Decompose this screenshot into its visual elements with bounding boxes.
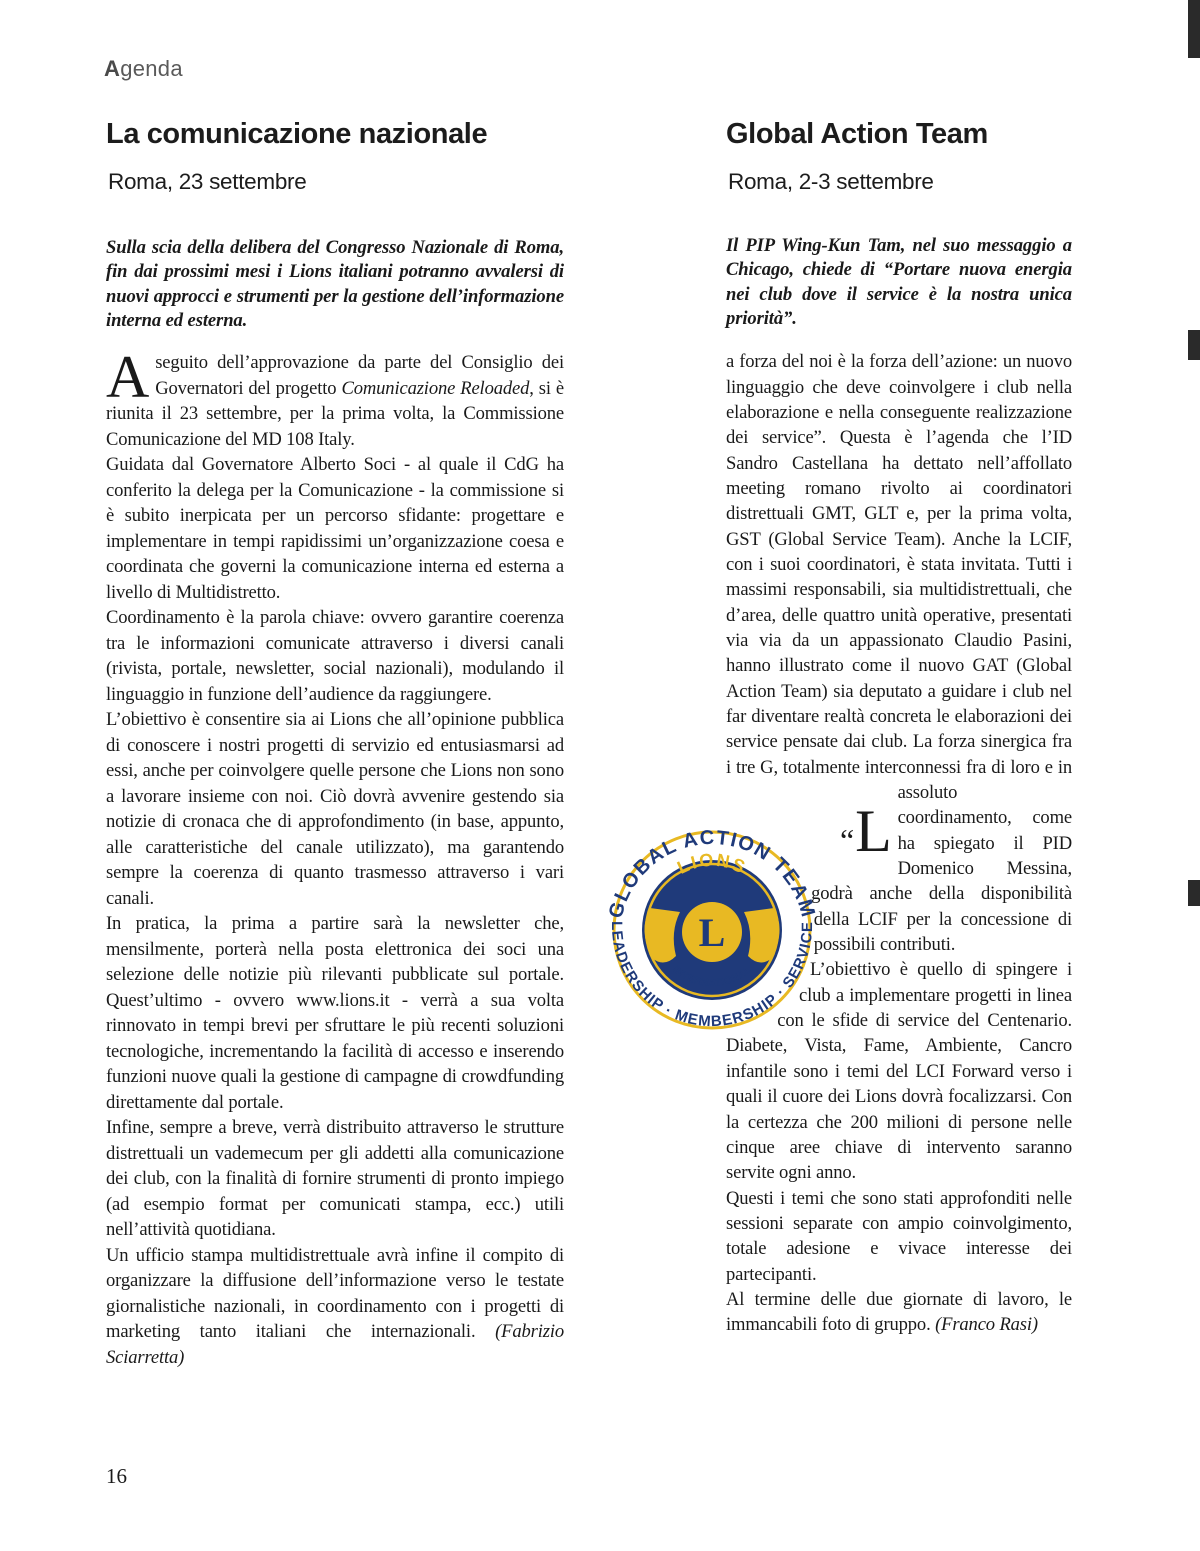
drop-cap: “L: [840, 798, 892, 864]
article-title: Global Action Team: [726, 118, 988, 150]
paragraph: Un ufficio stampa multidistrettuale avrà infine il compito di organizzare la diffusione dell’informazione verso le testate giornalistiche nazionali, in coordinamento con i progetti di marketing tanto italiani che internazionali. (Fabrizio Sciarretta): [106, 1244, 564, 1368]
paragraph: Guidata dal Governatore Alberto Soci - al quale il CdG ha conferito la delega per la Comunicazione - la commissione si è subito inerpicata per un percorso sfidante: progettare e implementare in tempi rapidissimi un’organizzazione coesa e coordinata che governi la comunicazione interna ed esterna a livello di Multidistretto.: [106, 454, 564, 603]
author-byline: (Franco Rasi): [935, 1314, 1038, 1336]
ring-text-top: GLOBAL ACTION TEAM: [604, 826, 820, 921]
paragraph: “L a forza del noi è la forza dell’azione: un nuovo linguaggio che deve coinvolgere i club nella elaborazione e nella conseguente realizzazione dei service”. Questa è l’agenda che l’ID Sandro Castellana ha dettato nell’affollato meeting romano rivolto ai coordinatori distrettuali GMT, GLT e, per la prima volta, GST (Global Service Team). Anche la LCIF, con i suoi coordinatori, è stata invitata. Tutti i massimi responsabili, sia multidistrettuali, che d’area, delle quattro unità operative, presentati via via da un appassionato Claudio Pasini, hanno illustrato come il nuovo GAT (Global Action Team) sia deputato a guidare i club nel far diventare realtà concreta le elaborazioni dei service pensate dai club. La forza sinergica fra i tre G, totalmente interconnessi fra di loro e in assoluto coordinamento, come ha spiegato il PID Domenico Messina, godrà anche della disponibilità della LCIF per la concessione di possibili contributi.: [726, 351, 1072, 956]
emblem-letter: L: [698, 910, 726, 955]
paragraph: Questi i temi che sono stati approfonditi nelle sessioni separate con ampio coinvolgimento, totale adesione e vivace interesse dei partecipanti.: [726, 1187, 1072, 1285]
lions-wordmark: LIONS: [674, 849, 750, 878]
article-lead: Il PIP Wing-Kun Tam, nel suo messaggio a Chicago, chiede di “Portare nuova energia nei club dove il service è la nostra unica priorità”.: [726, 235, 1072, 329]
author-byline: (Fabrizio Sciarretta): [106, 1321, 564, 1368]
page-edge-mark: [1188, 880, 1200, 906]
paragraph: In pratica, la prima a partire sarà la newsletter che, mensilmente, porterà nella posta elettronica dei soci una selezione delle notizie più rilevanti pubblicate sul portale. Quest’ultimo - ovvero www.lions.it - verrà a sua volta rinnovato in tempi brevi per sfruttare le più recenti soluzioni tecnologiche, incrementando la facilità di accesso e inserendo funzioni nuove quali la gestione di campagne di crowdfunding direttamente dal portale.: [106, 913, 564, 1113]
article-global-action-team: [726, 118, 1072, 1338]
page-edge-mark: [1188, 0, 1200, 58]
global-action-team-logo: [590, 808, 834, 1052]
paragraph: Infine, sempre a breve, verrà distribuito attraverso le strutture distrettuali un vademecum per gli addetti alla comunicazione dei club, con la finalità di fornire strumenti di pronto impiego (ad esempio format per comunicati stampa, ecc.) utili nell’attività quotidiana.: [106, 1117, 564, 1241]
international-wordmark: INTERNATIONAL: [670, 964, 754, 989]
article-title: La comunicazione nazionale: [106, 118, 488, 150]
paragraph: Al termine delle due giornate di lavoro, le immancabili foto di gruppo. (Franco Rasi): [726, 1288, 1072, 1336]
drop-cap: A: [106, 344, 150, 411]
article-lead: Sulla scia della delibera del Congresso Nazionale di Roma, fin dai prossimi mesi i Lions italiani potranno avvalersi di nuovi approcci e strumenti per la gestione dell’informazione interna ed esterna.: [106, 237, 564, 331]
paragraph: Aseguito dell’approvazione da parte del Consiglio dei Governatori del progetto Comunicazione Reloaded, si è riunita il 23 settembre, per la prima volta, la Commissione Comunicazione del MD 108 Italy.: [106, 344, 565, 450]
page-number: 16: [106, 1464, 127, 1488]
ring-text-bottom: LEADERSHIP · MEMBERSHIP · SERVICE: [607, 921, 817, 1031]
section-label: Agenda: [104, 56, 183, 81]
paragraph: L’obiettivo è quello di spingere i club a implementare progetti in linea con le sfide di service del Centenario. Diabete, Vista, Fame, Ambiente, Cancro infantile sono i temi del LCI Forward verso i quali il cuore dei Lions dovrà focalizzarsi. Con la certezza che 200 milioni di persone nelle cinque aree chiave di intervento saranno servite ogni anno.: [726, 959, 1072, 1184]
paragraph: L’obiettivo è consentire sia ai Lions che all’opinione pubblica di conoscere i nostri progetti di servizio ed entusiasmarsi ad essi, anche per coinvolgere quelle persone che Lions non sono a lavorare insieme con noi. Ciò dovrà avvenire gestendo sia notizie di cronaca che di approfondimento (in base, appunto, alle caratteristiche del canale utilizzato), ma garantendo sempre la coerenza di quanto trasmesso attraverso i vari canali.: [106, 709, 564, 909]
page-edge-mark: [1188, 330, 1200, 360]
lions-emblem-icon: [590, 808, 834, 1052]
article-place-date: Roma, 2-3 settembre: [728, 169, 934, 194]
article-body: [106, 344, 565, 1370]
article-place-date: Roma, 23 settembre: [108, 169, 307, 194]
paragraph: Coordinamento è la parola chiave: ovvero garantire coerenza tra le informazioni comunicate attraverso i diversi canali (rivista, portale, newsletter, social nazionali), modulando il linguaggio in funzione dell’audience da raggiungere.: [106, 607, 564, 705]
article-comunicazione-nazionale: [106, 118, 564, 1370]
